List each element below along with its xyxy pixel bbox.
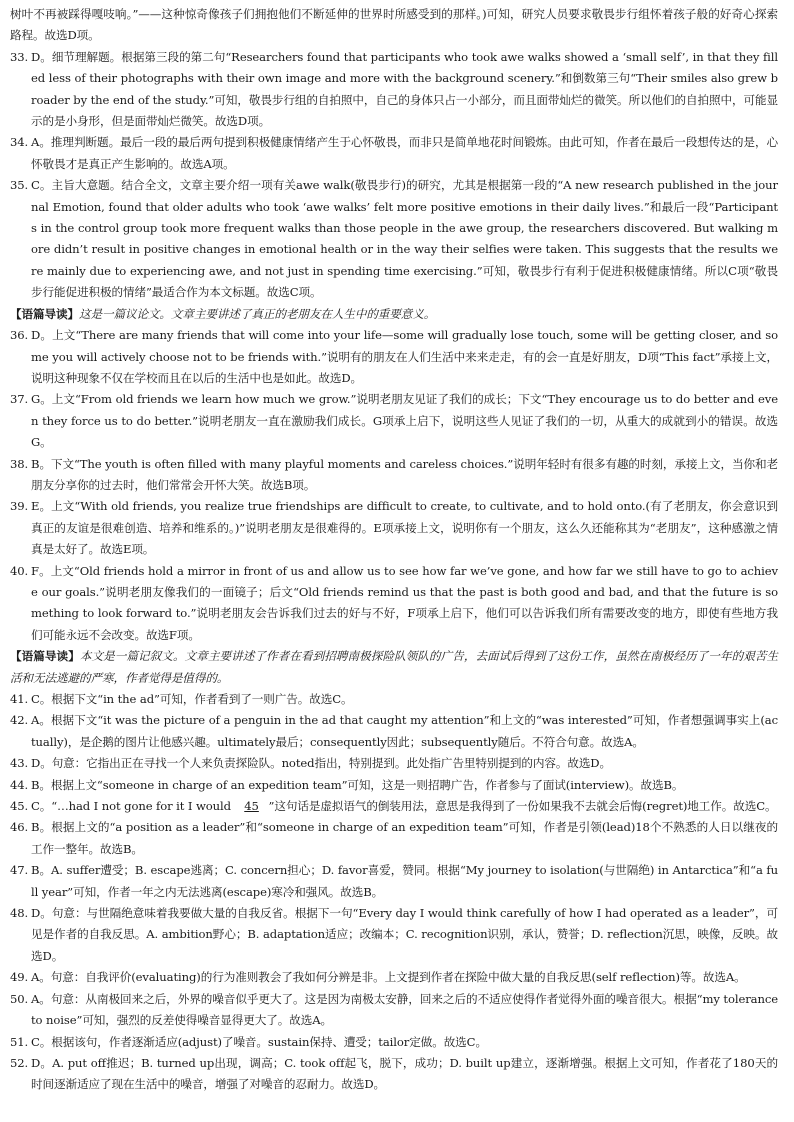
answer-text: C。“…had I not gone for it I would bbox=[31, 799, 235, 814]
answer-item bbox=[10, 1053, 778, 1096]
answer-text: B。下文“The youth is often filled with many playful moments and careless choices.”说明年轻时有很多有趣的时刻，承接上文，当你和老朋友分享你的过去时，他们常常会开怀大笑。故选B项。 bbox=[31, 456, 778, 492]
answer-item bbox=[10, 989, 778, 1032]
answer-key-page bbox=[10, 4, 778, 1096]
answers-seven-choose-five bbox=[10, 325, 778, 646]
question-number: 44. bbox=[10, 777, 29, 792]
answer-text: B。根据上文的“a position as a leader”和“someone in charge of an expedition team”可知，作者是引领(lead)18个不熟悉的人日以继夜的工作一整年。故选B。 bbox=[31, 820, 778, 856]
question-number: 48. bbox=[10, 906, 29, 921]
answer-item bbox=[10, 860, 778, 903]
answer-item bbox=[10, 389, 778, 453]
question-number: 38. bbox=[10, 456, 29, 471]
answer-text: C。主旨大意题。结合全文，文章主要介绍一项有关awe walk(敬畏步行)的研究，尤其是根据第一段的“A new research published in the journal Emotion, found that older adults who took ‘awe walks’ felt more positive emotions in their daily lives.”和最后一段“Participants in the control group took more frequent walks than those people in the awe group, the researchers discovered. But walking more didn’t result in positive changes in emotional health or in the way their selfies were taken. This suggests that the results were mainly due to experiencing awe, and not just in spending time exercising.”可知，敬畏步行有利于促进积极健康情绪。所以C项“敬畏步行能促进积极的情绪”最适合作为本文标题。故选C项。 bbox=[31, 178, 778, 300]
answer-item bbox=[10, 753, 778, 774]
question-number: 41. bbox=[10, 692, 29, 706]
answer-text: A。根据下文“it was the picture of a penguin in the ad that caught my attention”和上文的“was interested”可知，作者想强调事实上(actually)，是企鹅的图片让他感兴趣。ultimately最后；consequently因此；subsequently随后。不符合句意。故选A。 bbox=[31, 713, 778, 749]
answer-item bbox=[10, 454, 778, 497]
answer-item bbox=[10, 817, 778, 860]
guide-passage-2 bbox=[10, 646, 778, 689]
answer-item bbox=[10, 967, 778, 988]
question-number: 43. bbox=[10, 756, 29, 771]
guide-passage-1 bbox=[10, 304, 778, 325]
guide-text: 本文是一篇记叙文。文章主要讲述了作者在看到招聘南极探险队领队的广告，去面试后得到了这份工作，虽然在南极经历了一年的艰苦生活和无法逃避的严寒，作者觉得是值得的。 bbox=[10, 649, 778, 685]
question-number: 49. bbox=[10, 970, 29, 985]
answer-text: C。根据该句，作者逐渐适应(adjust)了噪音。sustain保持、遭受；tailor定做。故选C。 bbox=[31, 1034, 487, 1049]
answer-text: F。上文“Old friends hold a mirror in front of us and allow us to see how far we’ve gone, and how far we still have to go to achieve our goals.”说明老朋友像我们的一面镜子；后文“Old friends remind us that the past is both good and bad, and that the future is something to look forward to.”说明老朋友会告诉我们过去的好与不好，F项承上启下，他们可以告诉我们所有需要改变的地方，即使有些地方我们可能永远不会改变。故选F项。 bbox=[31, 563, 778, 642]
answer-item bbox=[10, 47, 778, 133]
answer-item bbox=[10, 325, 778, 389]
guide-label: 【语篇导读】 bbox=[10, 649, 80, 664]
question-number: 42. bbox=[10, 713, 29, 728]
answer-item bbox=[10, 903, 778, 967]
answer-text: G。上文“From old friends we learn how much we grow.”说明老朋友见证了我们的成长；下文“They encourage us to do better and even they force us to do better.”说明老朋友一直在激励我们成长。G项承上启下，说明这些人见证了我们的一切，从重大的成就到小的错误。故选G。 bbox=[31, 392, 778, 450]
answer-text: D。A. put off推迟；B. turned up出现，调高；C. took off起飞，脱下，成功；D. built up建立，逐渐增强。根据上文可知，作者花了180天的时间逐渐适应了现在生活中的噪音，增强了对噪音的忍耐力。故选D。 bbox=[31, 1055, 778, 1092]
answer-text: ”这句话是虚拟语气的倒装用法，意思是我得到了一份如果我不去就会后悔(regret)地工作。故选C。 bbox=[268, 799, 777, 814]
answer-text: D。句意：与世隔绝意味着我要做大量的自我反省。根据下一句“Every day I would think carefully of how I had operated as a leader”，可见是作者的自我反思。A. ambition野心；B. adaptation适应；改编本；C. recognition识别，承认，赞誉；D. reflection沉思，映像，反映。故选D。 bbox=[31, 906, 778, 963]
answer-text: B。A. suffer遭受；B. escape逃离；C. concern担心；D. favor喜爱，赞同。根据“My journey to isolation(与世隔绝) in Antarctica”和“a full year”可知，作者一年之内无法逃离(escape)寒冷和强风。故选B。 bbox=[31, 863, 778, 899]
answer-text: E。上文“With old friends, you realize true friendships are difficult to create, to cultivate, and to hold onto.(有了老朋友，你会意识到真正的友谊是很难创造、培养和维系的。)”说明老朋友是很难得的。E项承接上文，说明你有一个朋友，这么久还能称其为“老朋友”，这种感激之情真是太好了。故选E项。 bbox=[31, 499, 778, 557]
answer-item bbox=[10, 561, 778, 647]
answer-item bbox=[10, 689, 778, 710]
answer-text: D。句意：它指出正在寻找一个人来负责探险队。noted指出，特别提到。此处指广告里特别提到的内容。故选D。 bbox=[31, 756, 611, 771]
intro-paragraph: 树叶不再被踩得嘎吱响。”——这种惊奇像孩子们拥抱他们不断延伸的世界时所感受到的那样。)可知，研究人员要求敬畏步行组怀着孩子般的好奇心探索路程。故选D项。 bbox=[10, 7, 778, 43]
answer-item bbox=[10, 132, 778, 175]
answer-text: D。上文“There are many friends that will come into your life—some will gradually lose touch, some will be getting closer, and some you will actively choose not to be friends with.”说明有的朋友在人们生活中来来走走，有的会一直是好朋友，D项“This fact”承接上文，说明这种现象不仅在学校而且在以后的生活中也是如此。故选D。 bbox=[31, 328, 778, 385]
answers-cloze bbox=[10, 689, 778, 1096]
question-number: 47. bbox=[10, 863, 29, 878]
answer-item bbox=[10, 775, 778, 796]
answer-text: C。根据下文“in the ad”可知，作者看到了一则广告。故选C。 bbox=[31, 692, 353, 706]
question-number: 52. bbox=[10, 1055, 29, 1070]
answer-item bbox=[10, 1032, 778, 1053]
question-number: 37. bbox=[10, 392, 29, 407]
answer-text: B。根据上文“someone in charge of an expedition team”可知，这是一则招聘广告，作者参与了面试(interview)。故选B。 bbox=[31, 777, 684, 792]
answer-text: A。推理判断题。最后一段的最后两句提到积极健康情绪产生于心怀敬畏，而非只是简单地花时间锻炼。由此可知，作者在最后一段想传达的是，心怀敬畏才是真正产生影响的。故选A项。 bbox=[31, 135, 778, 171]
guide-label: 【语篇导读】 bbox=[10, 306, 79, 321]
question-number: 40. bbox=[10, 563, 29, 578]
question-number: 33. bbox=[10, 49, 29, 64]
question-number: 46. bbox=[10, 820, 29, 835]
question-number: 34. bbox=[10, 135, 29, 150]
guide-text: 这是一篇议论文。文章主要讲述了真正的老朋友在人生中的重要意义。 bbox=[78, 306, 436, 321]
answer-text: D。细节理解题。根据第三段的第二句“Researchers found that participants who took awe walks showed a ‘small self’, in that they filled less of their photographs with their own image and more with the background scenery.”和倒数第三句“Their smiles also grew broader by the end of the study.”可知，敬畏步行组的自拍照中，自己的身体只占一小部分，而且面带灿烂的微笑。所以他们的自拍照中，可能显示的是小身形，但是面带灿烂微笑。故选D项。 bbox=[31, 49, 778, 129]
question-number: 35. bbox=[10, 178, 29, 193]
answer-item bbox=[10, 710, 778, 753]
answer-blank: 45 bbox=[244, 799, 259, 814]
question-number: 39. bbox=[10, 499, 29, 514]
answer-text: A。句意：从南极回来之后，外界的噪音似乎更大了。这是因为南极太安静，回来之后的不适应使得作者觉得外面的噪音很大。根据“my tolerance to noise”可知，强烈的反差使得噪音显得更大了。故选A。 bbox=[31, 991, 778, 1028]
answers-reading-d bbox=[10, 47, 778, 304]
answer-item bbox=[10, 496, 778, 560]
question-number: 36. bbox=[10, 328, 29, 343]
answer-item bbox=[10, 796, 778, 817]
question-number: 45. bbox=[10, 799, 29, 814]
question-number: 50. bbox=[10, 991, 29, 1006]
question-number: 51. bbox=[10, 1034, 29, 1049]
answer-item bbox=[10, 175, 778, 303]
answer-text: A。句意：自我评价(evaluating)的行为准则教会了我如何分辨是非。上文提到作者在探险中做大量的自我反思(self reflection)等。故选A。 bbox=[31, 970, 746, 985]
